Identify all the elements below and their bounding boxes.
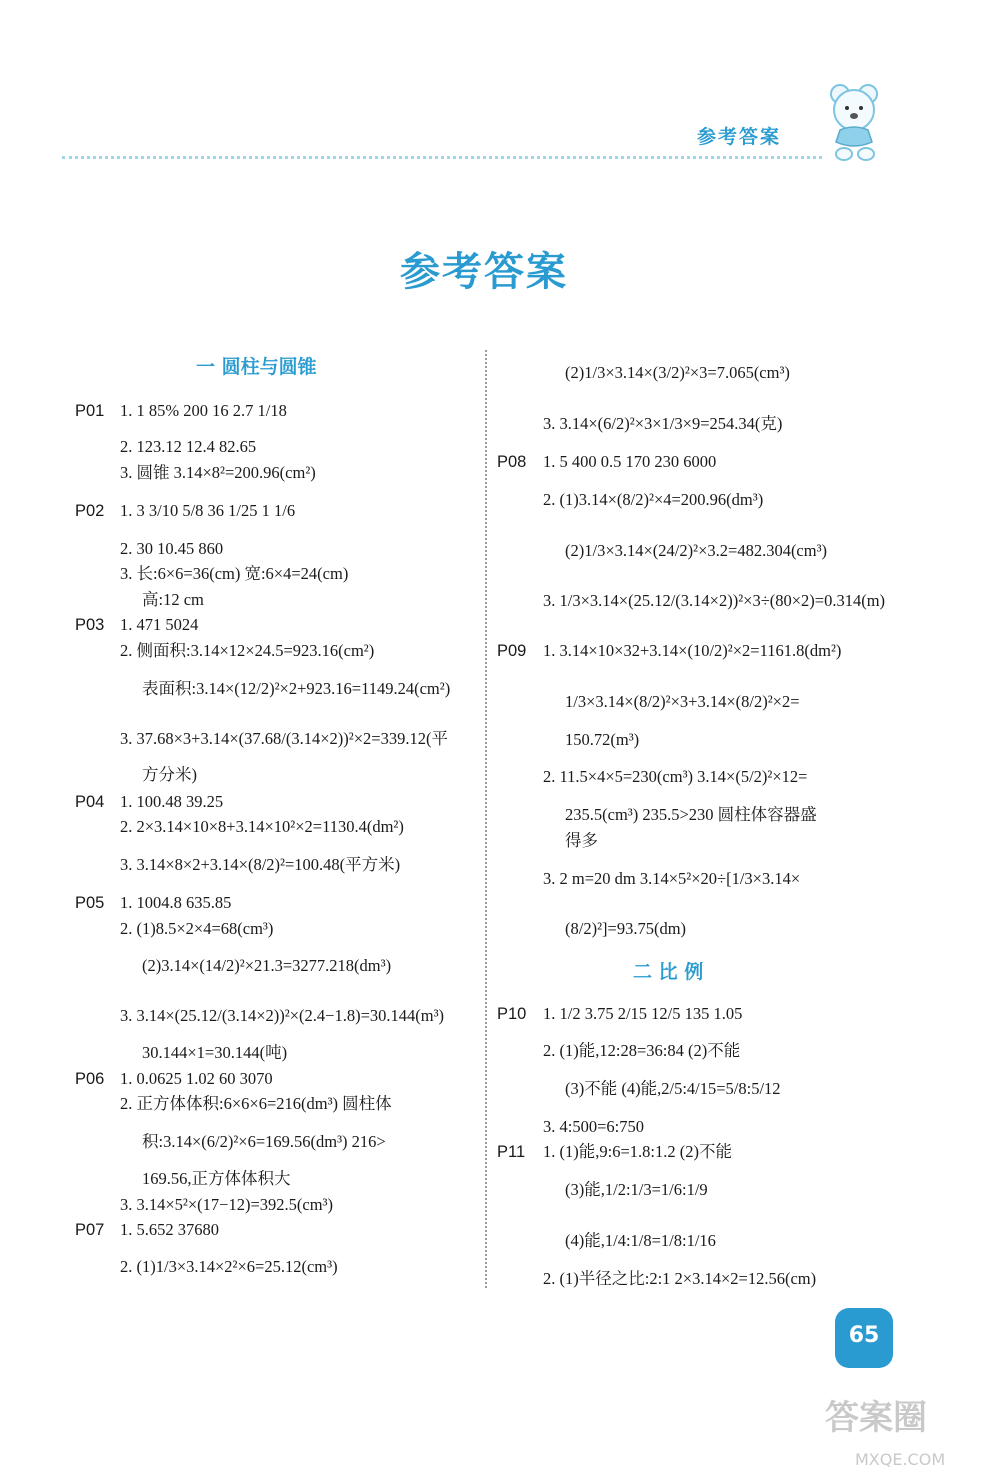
- page-ref-p10: P10: [497, 1005, 527, 1023]
- answer-line: 30.144×1=30.144(吨): [142, 1043, 288, 1062]
- answer-line: 2. 123.12 12.4 82.65: [120, 437, 257, 456]
- answer-line: 3. 圆锥 3.14×8²=200.96(cm²): [120, 463, 316, 482]
- watermark-url: MXQE.COM: [855, 1450, 946, 1469]
- page-ref-p09: P09: [497, 642, 527, 660]
- page-ref-p07: P07: [75, 1221, 105, 1239]
- answer-line: (2)1/3×3.14×(24/2)²×3.2=482.304(cm³): [565, 541, 828, 560]
- column-divider: [485, 350, 487, 1288]
- answer-line: 2. 30 10.45 860: [120, 539, 224, 558]
- answer-line: 1. 1 85% 200 16 2.7 1/18: [120, 401, 287, 420]
- answer-line: 3. 长:6×6=36(cm) 宽:6×4=24(cm): [120, 564, 349, 583]
- answer-line: 1. 0.0625 1.02 60 3070: [120, 1069, 273, 1088]
- answer-line: (2)3.14×(14/2)²×21.3=3277.218(dm³): [142, 956, 392, 975]
- answer-line: 3. 37.68×3+3.14×(37.68/(3.14×2))²×2=339.12(平: [120, 729, 448, 748]
- answer-line: 2. (1)3.14×(8/2)²×4=200.96(dm³): [543, 490, 764, 509]
- answer-line: 积:3.14×(6/2)²×6=169.56(dm³) 216>: [142, 1132, 386, 1151]
- answer-line: 2. 2×3.14×10×8+3.14×10²×2=1130.4(dm²): [120, 817, 404, 836]
- watermark-logo: 答案圈: [825, 1398, 927, 1438]
- answer-line: 2. (1)1/3×3.14×2²×6=25.12(cm³): [120, 1257, 338, 1276]
- answer-line: (8/2)²]=93.75(dm): [565, 919, 687, 938]
- answer-line: 169.56,正方体体积大: [142, 1169, 291, 1188]
- answer-line: (4)能,1/4:1/8=1/8:1/16: [565, 1231, 716, 1250]
- answer-line: 3. 1/3×3.14×(25.12/(3.14×2))²×3÷(80×2)=0.314(m): [543, 591, 886, 610]
- answer-line: 1. 100.48 39.25: [120, 792, 224, 811]
- answer-line: 1/3×3.14×(8/2)²×3+3.14×(8/2)²×2=: [565, 692, 800, 711]
- answer-line: 1. 1004.8 635.85: [120, 893, 232, 912]
- answer-line: 3. 3.14×5²×(17−12)=392.5(cm³): [120, 1195, 334, 1214]
- answer-line: 2. (1)8.5×2×4=68(cm³): [120, 919, 274, 938]
- answer-line: 表面积:3.14×(12/2)²×2+923.16=1149.24(cm²): [142, 679, 451, 698]
- page-ref-p03: P03: [75, 616, 105, 634]
- page-number: 65: [848, 1323, 880, 1348]
- answer-line: 得多: [565, 831, 598, 850]
- answer-line: 2. 侧面积:3.14×12×24.5=923.16(cm²): [120, 641, 375, 660]
- answer-line: 1. 471 5024: [120, 615, 199, 634]
- page-ref-p05: P05: [75, 894, 105, 912]
- header-rule: [62, 156, 822, 159]
- answer-line: (3)不能 (4)能,2/5:4/15=5/8:5/12: [565, 1079, 781, 1098]
- answer-line: 2. 11.5×4×5=230(cm³) 3.14×(5/2)²×12=: [543, 767, 808, 786]
- answer-line: 高:12 cm: [142, 590, 204, 609]
- answer-line: 1. 5.652 37680: [120, 1220, 219, 1239]
- answer-line: 方分米): [142, 765, 197, 784]
- section-header-cylinder-cone: 一 圆柱与圆锥: [196, 356, 317, 378]
- answer-line: 1. 5 400 0.5 170 230 6000: [543, 452, 717, 471]
- answer-line: 1. 3.14×10×32+3.14×(10/2)²×2=1161.8(dm²): [543, 641, 842, 660]
- bear-mascot-icon: [822, 80, 886, 162]
- page-number-badge: [835, 1308, 893, 1368]
- page-ref-p06: P06: [75, 1070, 105, 1088]
- answer-line: 1. (1)能,9:6=1.8:1.2 (2)不能: [543, 1142, 732, 1161]
- answer-line: 2. (1)半径之比:2:1 2×3.14×2=12.56(cm): [543, 1269, 817, 1288]
- answer-line: 1. 1/2 3.75 2/15 12/5 135 1.05: [543, 1004, 743, 1023]
- answer-line: 235.5(cm³) 235.5>230 圆柱体容器盛: [565, 805, 817, 824]
- page-ref-p01: P01: [75, 402, 105, 420]
- answer-line: 1. 3 3/10 5/8 36 1/25 1 1/6: [120, 501, 296, 520]
- header-label: 参考答案: [697, 126, 782, 148]
- answer-line: 3. 4:500=6:750: [543, 1117, 644, 1136]
- answer-line: 3. 2 m=20 dm 3.14×5²×20÷[1/3×3.14×: [543, 869, 801, 888]
- answer-line: 3. 3.14×8×2+3.14×(8/2)²=100.48(平方米): [120, 855, 401, 874]
- section-header-ratio: 二 比 例: [633, 961, 704, 983]
- answer-line: 2. (1)能,12:28=36:84 (2)不能: [543, 1041, 741, 1060]
- page-ref-p11: P11: [497, 1143, 526, 1161]
- answer-line: 150.72(m³): [565, 730, 640, 749]
- page-ref-p04: P04: [75, 793, 105, 811]
- page-ref-p02: P02: [75, 502, 105, 520]
- answer-line: 3. 3.14×(25.12/(3.14×2))²×(2.4−1.8)=30.144(m³): [120, 1006, 445, 1025]
- page-ref-p08: P08: [497, 453, 527, 471]
- answer-line: 3. 3.14×(6/2)²×3×1/3×9=254.34(克): [543, 414, 783, 433]
- answer-line: 2. 正方体体积:6×6×6=216(dm³) 圆柱体: [120, 1094, 392, 1113]
- answer-line: (3)能,1/2:1/3=1/6:1/9: [565, 1180, 708, 1199]
- page-title: 参考答案: [400, 248, 568, 295]
- answer-line: (2)1/3×3.14×(3/2)²×3=7.065(cm³): [565, 363, 790, 382]
